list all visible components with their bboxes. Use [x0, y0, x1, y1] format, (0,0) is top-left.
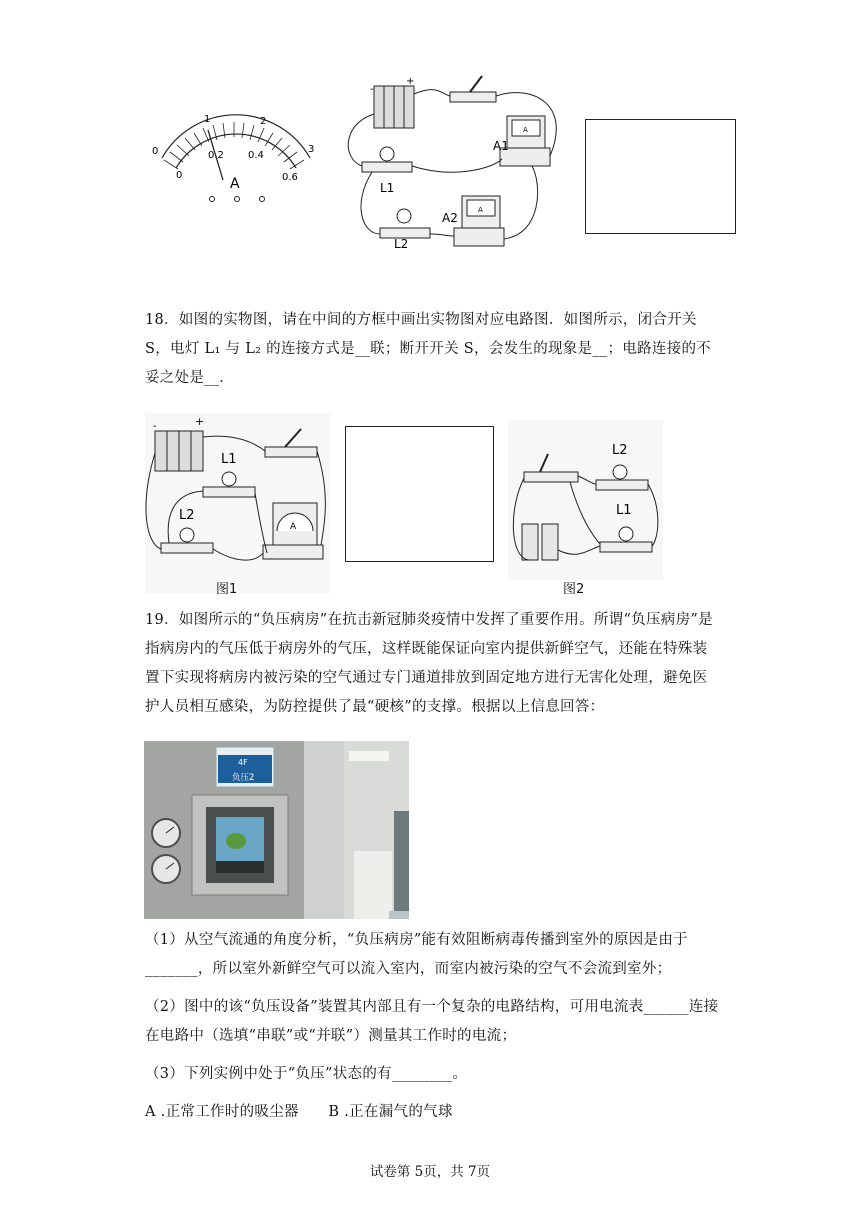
fig2-caption: 图2 [563, 582, 585, 597]
q18-answer-box[interactable] [345, 426, 494, 562]
question-19-sub2: （2）图中的该“负压设备”装置其内部且有一个复杂的电路结构，可用电流表______连接在电路中（选填“串联”或“并联”）测量其工作时的电流； [145, 999, 719, 1044]
question-18-text: 18．如图的实物图，请在中间的方框中画出实物图对应电路图．如图所示，闭合开关 S，电灯 L₁ 与 L₂ 的连接方式是__联；断开开关 S，会发生的现象是__；电路连接的不妥之处是__． [145, 312, 712, 386]
label-A2: A2 [442, 211, 458, 225]
top-answer-box[interactable] [585, 119, 736, 234]
sign-floor: 4F [238, 758, 248, 767]
dial-lower-2: 0.4 [248, 150, 264, 161]
label-A1: A1 [493, 139, 509, 153]
q18-figure-1 [145, 413, 330, 593]
svg-text:A: A [478, 206, 483, 214]
sign-room: 负压2 [232, 773, 255, 783]
dial-lower-0: 0 [176, 170, 183, 181]
dial-upper-3: 3 [308, 144, 315, 155]
svg-text:A: A [523, 126, 528, 134]
fig1-label-L1: L1 [221, 452, 237, 467]
negative-pressure-room-photo [144, 741, 409, 919]
fig1-label-A: A [290, 522, 297, 532]
dial-lower-3: 0.6 [282, 172, 298, 183]
dial-upper-1: 1 [204, 114, 211, 125]
question-19-sub1: （1）从空气流通的角度分析，“负压病房”能有效阻断病毒传播到室外的原因是由于_______，所以室外新鲜空气可以流入室内，而室内被污染的空气不会流到室外； [145, 932, 688, 977]
page-footer: 试卷第 5页，共 7页 [369, 1164, 491, 1180]
dial-upper-2: 2 [260, 116, 267, 127]
fig2-label-L2: L2 [612, 443, 628, 458]
dial-unit: A [230, 176, 240, 192]
fig1-label-L2: L2 [179, 508, 195, 523]
svg-text:-: - [370, 84, 374, 95]
fig1-caption: 图1 [216, 582, 238, 597]
dial-upper-0: 0 [152, 146, 159, 157]
question-19-options: A .正常工作时的吸尘器 B .正在漏气的气球 [145, 1104, 453, 1120]
svg-text:+: + [406, 76, 415, 87]
q18-figure-2 [508, 420, 663, 580]
label-L1: L1 [380, 181, 395, 195]
fig2-label-L1: L1 [616, 503, 632, 518]
ammeter-dial-figure [140, 100, 330, 215]
top-circuit-figure [342, 74, 572, 264]
label-L2: L2 [394, 237, 409, 251]
svg-text:+: + [195, 415, 205, 428]
dial-lower-1: 0.2 [208, 150, 224, 161]
svg-text:-: - [153, 421, 157, 432]
question-19-sub3: （3）下列实例中处于“负压”状态的有________。 [145, 1066, 468, 1082]
question-19-intro: 19．如图所示的“负压病房”在抗击新冠肺炎疫情中发挥了重要作用。所谓“负压病房”是指病房内的气压低于病房外的气压，这样既能保证向室内提供新鲜空气，还能在特殊装置下实现将病房内被污染的空气通过专门通道排放到固定地方进行无害化处理，避免医护人员相互感染，为防控提供了最“硬核”的支撑。根据以上信息回答： [145, 612, 713, 715]
